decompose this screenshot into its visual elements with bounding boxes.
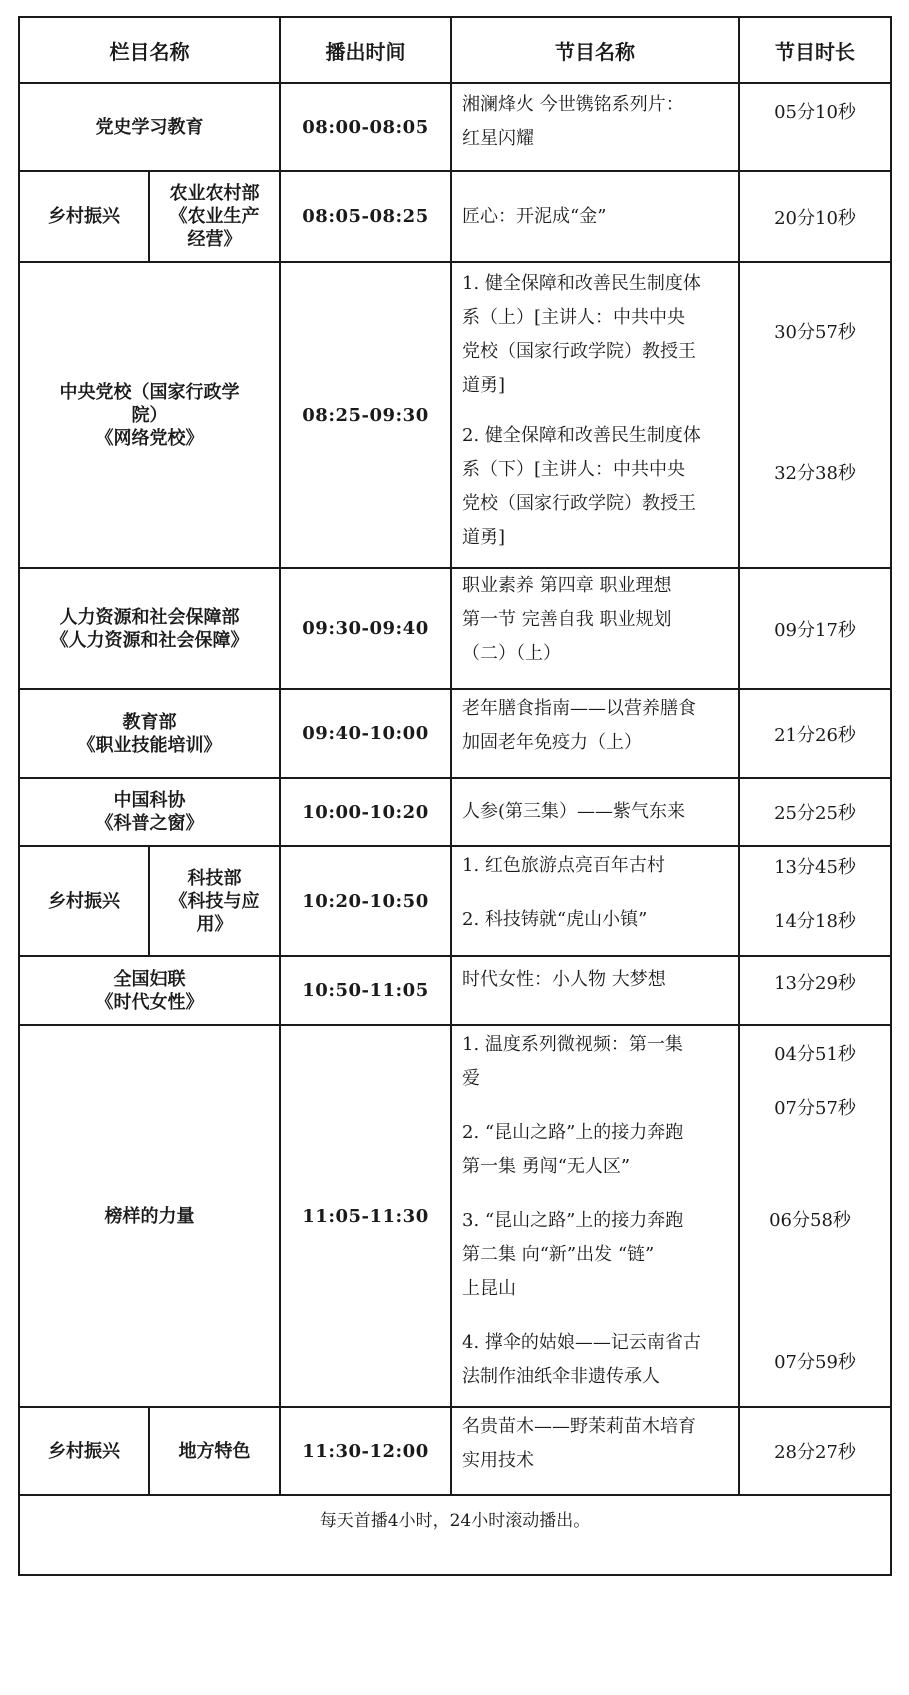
duration-item: 07分57秒 — [774, 1098, 856, 1119]
table-row — [19, 1407, 891, 1495]
table-row — [19, 262, 891, 568]
duration-item: 13分29秒 — [774, 973, 856, 994]
program-name — [451, 1025, 739, 1407]
duration-item: 13分45秒 — [774, 857, 856, 878]
program-item: 匠心：开泥成“金” — [462, 205, 607, 227]
header-duration: 节目时长 — [739, 17, 891, 83]
duration — [739, 568, 891, 689]
program-item: 1. 健全保障和改善民生制度体 系（上）[主讲人：中共中央 党校（国家行政学院）教授王 道勇] — [462, 273, 701, 396]
column-name: 地方特色 — [149, 1407, 280, 1495]
air-time: 10:00-10:20 — [280, 778, 451, 846]
program-name — [451, 1407, 739, 1495]
header-column-name: 栏目名称 — [19, 17, 280, 83]
program-name — [451, 956, 739, 1025]
column-name: 中央党校（国家行政学 院） 《网络党校》 — [19, 262, 280, 568]
program-item: 1. 红色旅游点亮百年古村 — [462, 855, 665, 876]
program-name — [451, 689, 739, 778]
air-time: 08:00-08:05 — [280, 83, 451, 171]
program-name — [451, 846, 739, 956]
program-item: 湘澜烽火 今世镌铭系列片： 红星闪耀 — [462, 94, 684, 149]
duration — [739, 1407, 891, 1495]
duration — [739, 262, 891, 568]
column-name: 人力资源和社会保障部 《人力资源和社会保障》 — [19, 568, 280, 689]
program-item: 老年膳食指南——以营养膳食 加固老年免疫力（上） — [462, 698, 696, 753]
header-program-name: 节目名称 — [451, 17, 739, 83]
program-name — [451, 83, 739, 171]
table-row — [19, 83, 891, 171]
duration-item: 20分10秒 — [774, 207, 856, 229]
footer-row — [19, 1495, 891, 1575]
duration — [739, 689, 891, 778]
column-name: 党史学习教育 — [19, 83, 280, 171]
duration-item: 09分17秒 — [774, 619, 856, 641]
program-item: 职业素养 第四章 职业理想 第一节 完善自我 职业规划 （二）（上） — [462, 575, 672, 664]
program-name — [451, 262, 739, 568]
duration-item: 06分58秒 — [769, 1210, 851, 1231]
table-row — [19, 689, 891, 778]
schedule-table — [18, 16, 892, 1576]
program-item: 2. 健全保障和改善民生制度体 系（下）[主讲人：中共中央 党校（国家行政学院）教授王 道勇] — [462, 425, 701, 548]
duration — [739, 83, 891, 171]
duration-item: 32分38秒 — [774, 463, 856, 484]
duration-item: 21分26秒 — [774, 724, 856, 746]
duration-item: 28分27秒 — [774, 1442, 856, 1463]
group-name: 乡村振兴 — [19, 171, 149, 262]
program-name — [451, 568, 739, 689]
program-item: 时代女性：小人物 大梦想 — [462, 969, 666, 990]
air-time: 10:50-11:05 — [280, 956, 451, 1025]
duration-item: 04分51秒 — [774, 1044, 856, 1065]
footer-note: 每天首播4小时，24小时滚动播出。 — [19, 1495, 891, 1575]
duration — [739, 171, 891, 262]
table-row — [19, 956, 891, 1025]
air-time: 10:20-10:50 — [280, 846, 451, 956]
table-row — [19, 778, 891, 846]
duration-item: 05分10秒 — [774, 102, 856, 123]
column-name: 教育部 《职业技能培训》 — [19, 689, 280, 778]
column-name: 中国科协 《科普之窗》 — [19, 778, 280, 846]
group-name: 乡村振兴 — [19, 1407, 149, 1495]
table-row — [19, 846, 891, 956]
air-time: 11:30-12:00 — [280, 1407, 451, 1495]
header-air-time: 播出时间 — [280, 17, 451, 83]
column-name: 榜样的力量 — [19, 1025, 280, 1407]
duration — [739, 778, 891, 846]
duration — [739, 846, 891, 956]
program-item: 2. “昆山之路”上的接力奔跑 第一集 勇闯“无人区” — [462, 1122, 684, 1177]
group-name: 乡村振兴 — [19, 846, 149, 956]
header-row — [19, 17, 891, 83]
air-time: 08:05-08:25 — [280, 171, 451, 262]
duration-item: 30分57秒 — [774, 322, 856, 343]
duration-item: 07分59秒 — [774, 1352, 856, 1373]
program-item: 4. 撑伞的姑娘——记云南省古 法制作油纸伞非遗传承人 — [462, 1332, 701, 1387]
table-row — [19, 1025, 891, 1407]
air-time: 09:30-09:40 — [280, 568, 451, 689]
duration-item: 14分18秒 — [774, 911, 856, 932]
air-time: 09:40-10:00 — [280, 689, 451, 778]
program-name — [451, 171, 739, 262]
program-item: 名贵苗木——野茉莉苗木培育 实用技术 — [462, 1416, 696, 1471]
column-name: 农业农村部 《农业生产 经营》 — [149, 171, 280, 262]
program-item: 2. 科技铸就“虎山小镇” — [462, 909, 648, 930]
duration — [739, 1025, 891, 1407]
program-item: 1. 温度系列微视频：第一集 爱 — [462, 1034, 683, 1089]
program-item: 人参(第三集）——紫气东来 — [462, 801, 686, 822]
air-time: 08:25-09:30 — [280, 262, 451, 568]
column-name: 全国妇联 《时代女性》 — [19, 956, 280, 1025]
duration — [739, 956, 891, 1025]
duration-item: 25分25秒 — [774, 803, 856, 824]
air-time: 11:05-11:30 — [280, 1025, 451, 1407]
table-row — [19, 171, 891, 262]
column-name: 科技部 《科技与应 用》 — [149, 846, 280, 956]
table-row — [19, 568, 891, 689]
program-name — [451, 778, 739, 846]
program-item: 3. “昆山之路”上的接力奔跑 第二集 向“新”出发 “链” 上昆山 — [462, 1210, 684, 1299]
